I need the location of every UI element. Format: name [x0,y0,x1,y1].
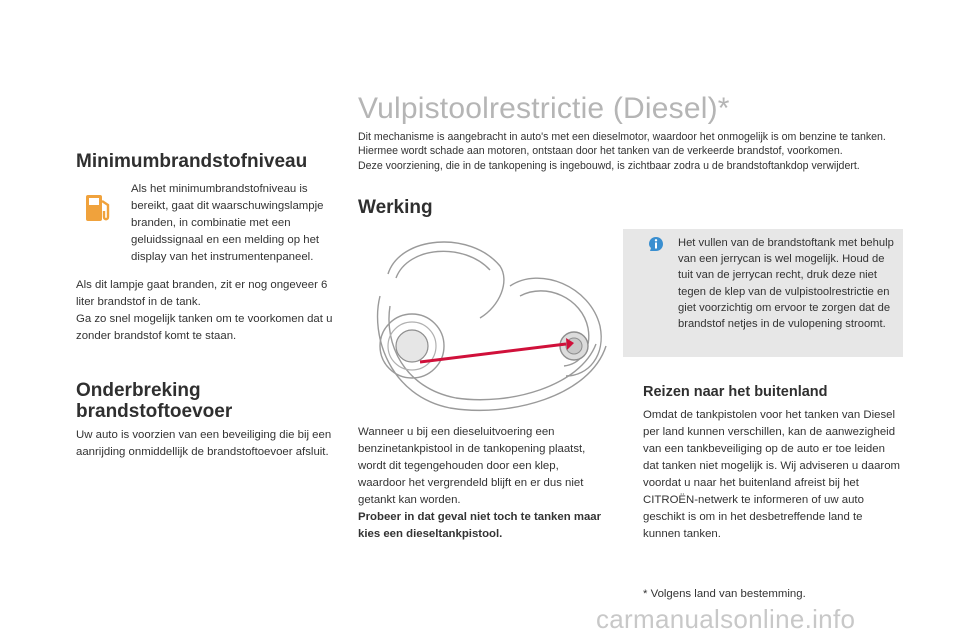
intro-paragraph: Deze voorziening, die in de tankopening is ingebouwd, is zichtbaar zodra u de brandstoftankdop verwijdert. [358,159,860,172]
onderbreking-text: Uw auto is voorzien van een beveiliging die bij een aanrijding onmiddellijk de brandstoftoevoer afsluit. [76,429,332,458]
reizen-text: Omdat de tankpistolen voor het tanken van Diesel per land kunnen verschillen, kan de aanwezigheid van een tankbeveiliging op de auto er toe leiden dat tanken niet mogelijk is. Wij adviseren u daarom voordat u naar het buitenland afreist bij het CITROËN-netwerk te informeren of uw auto geschikt is om in het desbetreffende land te kunnen tanken. [643,409,901,540]
info-text: Het vullen van de brandstoftank met behulp van een jerrycan is wel mogelijk. Houd de tuit van de jerrycan recht, druk deze niet tegen de klep van de vulpistoolrestrictie en giet voorzichtig om ervoor te zorgen dat de brandstof netjes in de vulopening stroomt. [678,237,894,331]
section-heading-werking: Werking [358,197,433,218]
minimum-icon-text: Als het minimumbrandstofniveau is bereikt, gaat dit waarschuwingslampje branden, in combinatie met een geluidssignaal en een melding op het display van het instrumentenpaneel. [131,183,324,263]
fuel-filler-illustration [360,226,612,418]
fuel-pump-icon [80,189,116,225]
footnote: * Volgens land van bestemming. [643,588,806,600]
werking-paragraph: Wanneer u bij een dieseluitvoering een benzinetankpistool in de tankopening plaatst, wordt dit tegengehouden door een klep, waardoor het vergrendeld blijft en er dus niet getankt kan worden. [358,426,586,506]
section-heading-onderbreking: Onderbreking brandstoftoevoer [76,380,233,422]
intro-text [358,130,918,173]
minimum-line: Als dit lampje gaat branden, zit er nog ongeveer 6 liter brandstof in de tank. [76,279,328,308]
minimum-text [76,277,344,345]
section-heading-minimum: Minimumbrandstofniveau [76,151,308,172]
minimum-line: Ga zo snel mogelijk tanken om te voorkomen dat u zonder brandstof komt te staan. [76,313,333,342]
page-title: Vulpistoolrestrictie (Diesel)* [358,92,730,125]
werking-text [358,424,608,543]
watermark: carmanualsonline.info [596,604,856,634]
werking-warning: Probeer in dat geval niet toch te tanken maar kies een dieseltankpistool. [358,511,602,540]
info-icon [648,236,664,252]
intro-paragraph: Dit mechanisme is aangebracht in auto's met een dieselmotor, waardoor het onmogelijk is om benzine te tanken. Hiermee wordt schade aan motoren, ontstaan door het tanken van de verkeerde brandstof, voorkomen. [358,131,886,158]
section-heading-reizen: Reizen naar het buitenland [643,384,828,400]
